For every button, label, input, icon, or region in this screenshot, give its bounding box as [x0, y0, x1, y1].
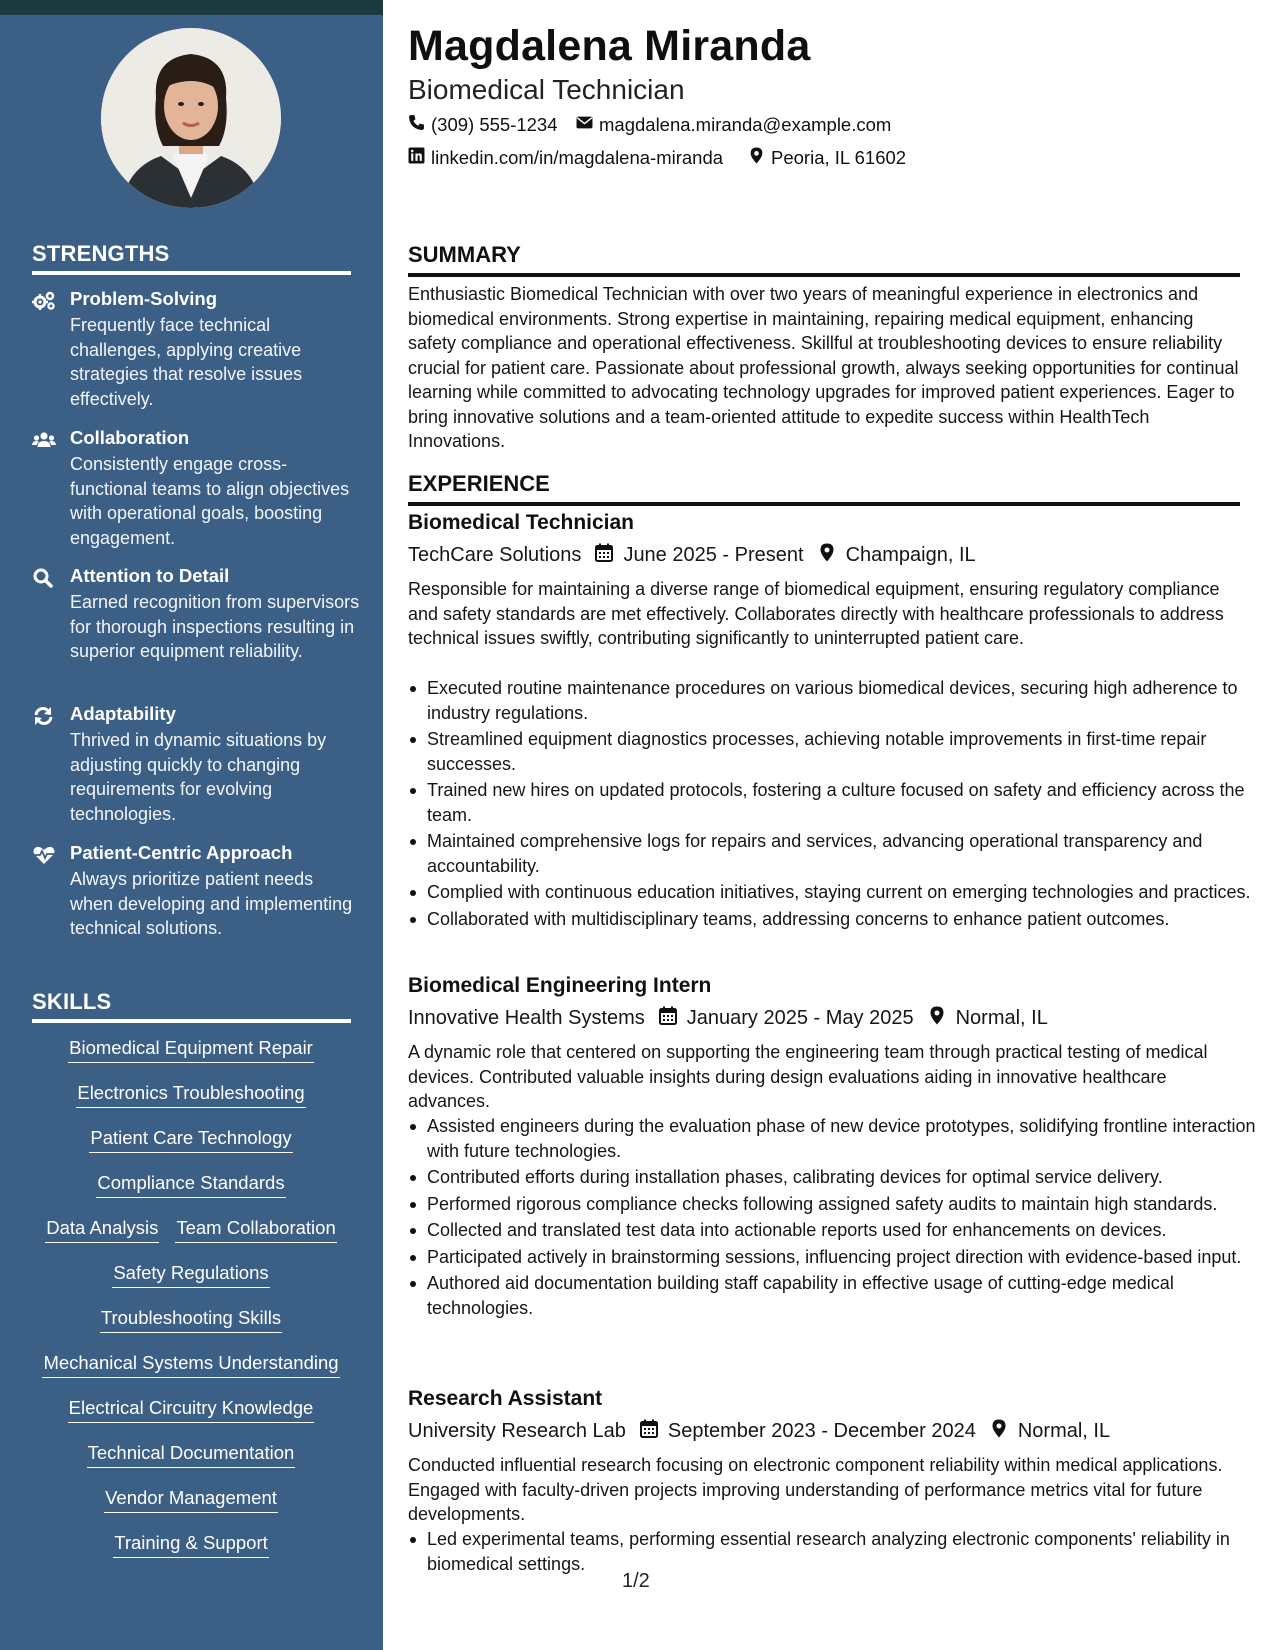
skill-tag: Mechanical Systems Understanding	[42, 1351, 339, 1378]
contact-phone[interactable]	[408, 114, 558, 136]
job-title: Biomedical Technician	[408, 511, 635, 534]
strength-description: Thrived in dynamic situations by adjusting quickly to changing requirements for evolving technologies.	[70, 730, 327, 824]
location-text: Peoria, IL 61602	[771, 147, 907, 168]
skills-list	[28, 1036, 354, 1576]
strength-description: Consistently engage cross-functional teams to align objectives with operational goals, boosting engagement.	[70, 454, 350, 548]
company-name: TechCare Solutions	[408, 544, 582, 566]
strength-title: Adaptability	[70, 703, 176, 724]
skill-tag: Electrical Circuitry Knowledge	[68, 1396, 315, 1423]
calendar-icon	[626, 1419, 668, 1444]
person-name: Magdalena Miranda	[408, 22, 811, 70]
job-bullet: Contributed efforts during installation phases, calibrating devices for optimal service delivery.	[427, 1165, 1259, 1190]
job-bullets	[408, 1527, 1259, 1578]
job-bullet: Assisted engineers during the evaluation phase of new device prototypes, solidifying frontline interaction with future technologies.	[427, 1114, 1259, 1163]
job-bullet: Collaborated with multidisciplinary teams, addressing concerns to enhance patient outcomes.	[427, 907, 1259, 932]
job-bullet: Performed rigorous compliance checks following assigned safety audits to maintain high standards.	[427, 1192, 1259, 1217]
job-bullet: Maintained comprehensive logs for repairs and services, advancing operational transparency and accountability.	[427, 829, 1259, 878]
job-bullet: Executed routine maintenance procedures on various biomedical devices, securing high adherence to industry regulations.	[427, 676, 1259, 725]
job-description: Conducted influential research focusing on electronic component reliability within medical applications. Engaged with faculty-driven projects improving understanding of performance metrics vital for future developments.	[408, 1455, 1223, 1524]
heart-pulse-icon	[32, 845, 56, 865]
job-dates: January 2025 - May 2025	[686, 1007, 914, 1029]
users-icon	[32, 430, 56, 450]
job-bullet: Participated actively in brainstorming sessions, influencing project direction with evidence-based input.	[427, 1245, 1259, 1270]
job-bullet: Collected and translated test data into actionable reports used for enhancements on devices.	[427, 1218, 1259, 1243]
gears-icon	[32, 291, 56, 311]
job-meta	[408, 1419, 1110, 1444]
summary-heading: SUMMARY	[408, 242, 1240, 277]
job-bullet: Streamlined equipment diagnostics processes, achieving notable improvements in first-time repair successes.	[427, 727, 1259, 776]
job-bullet: Complied with continuous education initiatives, staying current on emerging technologies and practices.	[427, 880, 1259, 905]
strength-title: Collaboration	[70, 427, 190, 448]
job-bullets	[408, 1114, 1259, 1322]
job-title: Biomedical Engineering Intern	[408, 974, 712, 997]
job-bullets	[408, 676, 1259, 933]
job-dates: June 2025 - Present	[623, 544, 804, 566]
profile-photo	[101, 28, 281, 208]
job-description: A dynamic role that centered on supporting the engineering team through practical testing of medical devices. Contributed valuable insights during design evaluations aiding in innovative healthcare advances.	[408, 1042, 1208, 1111]
search-icon	[32, 568, 56, 588]
refresh-icon	[32, 706, 56, 726]
strength-description: Earned recognition from supervisors for thorough inspections resulting in superior equipment reliability.	[70, 592, 360, 661]
job-location: Normal, IL	[1017, 1420, 1111, 1442]
page-number: 1/2	[622, 1570, 650, 1592]
envelope-icon	[576, 114, 593, 136]
calendar-icon	[645, 1006, 687, 1031]
job-description: Responsible for maintaining a diverse range of biomedical equipment, ensuring regulatory compliance and safety standards are met effectively. Collaborates directly with healthcare professionals to address technical issues swiftly, contributing significantly to uninterrupted patient care.	[408, 579, 1224, 648]
skills-heading: SKILLS	[32, 989, 351, 1023]
skill-tag: Electronics Troubleshooting	[76, 1081, 305, 1108]
experience-heading: EXPERIENCE	[408, 471, 1240, 506]
contact-email[interactable]	[576, 114, 891, 136]
phone-icon	[408, 114, 425, 136]
company-name: Innovative Health Systems	[408, 1007, 645, 1029]
skill-tag: Vendor Management	[104, 1486, 278, 1513]
job-dates: September 2023 - December 2024	[667, 1420, 976, 1442]
contact-location	[748, 147, 906, 169]
job-location: Normal, IL	[955, 1007, 1048, 1029]
skill-tag: Safety Regulations	[112, 1261, 269, 1288]
strength-title: Problem-Solving	[70, 288, 217, 309]
strength-description: Always prioritize patient needs when developing and implementing technical solutions.	[70, 869, 353, 938]
company-name: University Research Lab	[408, 1420, 626, 1442]
skill-tag: Troubleshooting Skills	[100, 1306, 282, 1333]
skill-tag: Data Analysis	[45, 1216, 159, 1243]
person-title: Biomedical Technician	[408, 74, 685, 105]
skill-tag: Biomedical Equipment Repair	[68, 1036, 314, 1063]
map-pin-icon	[976, 1419, 1018, 1444]
job-meta	[408, 1006, 1048, 1031]
map-pin-icon	[804, 543, 846, 568]
strength-title: Attention to Detail	[70, 565, 230, 586]
summary-text: Enthusiastic Biomedical Technician with over two years of meaningful experience in electronics and biomedical environments. Strong expertise in maintaining, repairing medical equipment, enhancing safety compliance and operational effectiveness. Skillful at troubleshooting devices to ensure reliability crucial for patient care. Passionate about professional growth, always seeking opportunities for continual learning while committed to advocating technology upgrades for improved patient experiences. Eager to bring innovative solutions and a team-oriented attitude to expedite success within HealthTech Innovations.	[408, 284, 1239, 451]
calendar-icon	[581, 543, 623, 568]
strength-title: Patient-Centric Approach	[70, 842, 293, 863]
linkedin-text: linkedin.com/in/magdalena-miranda	[431, 147, 724, 168]
sidebar	[0, 0, 383, 1650]
linkedin-icon	[408, 147, 425, 169]
phone-text: (309) 555-1234	[431, 114, 558, 135]
map-pin-icon	[748, 147, 765, 169]
contact-linkedin[interactable]	[408, 147, 723, 169]
sidebar-top-band	[0, 0, 383, 15]
skill-tag: Team Collaboration	[175, 1216, 336, 1243]
job-title: Research Assistant	[408, 1387, 603, 1410]
strengths-heading: STRENGTHS	[32, 241, 351, 275]
skill-tag: Compliance Standards	[96, 1171, 285, 1198]
skill-tag: Technical Documentation	[87, 1441, 296, 1468]
map-pin-icon	[914, 1006, 956, 1031]
email-text: magdalena.miranda@example.com	[599, 114, 892, 135]
skill-tag: Patient Care Technology	[89, 1126, 292, 1153]
job-meta	[408, 543, 976, 568]
skill-tag: Training & Support	[113, 1531, 269, 1558]
job-bullet: Led experimental teams, performing essential research analyzing electronic components' reliability in biomedical settings.	[427, 1527, 1259, 1576]
strength-description: Frequently face technical challenges, applying creative strategies that resolve issues effectively.	[70, 315, 303, 409]
job-bullet: Trained new hires on updated protocols, fostering a culture focused on safety and efficiency across the team.	[427, 778, 1259, 827]
job-location: Champaign, IL	[845, 544, 976, 566]
job-bullet: Authored aid documentation building staff capability in effective usage of cutting-edge medical technologies.	[427, 1271, 1259, 1320]
